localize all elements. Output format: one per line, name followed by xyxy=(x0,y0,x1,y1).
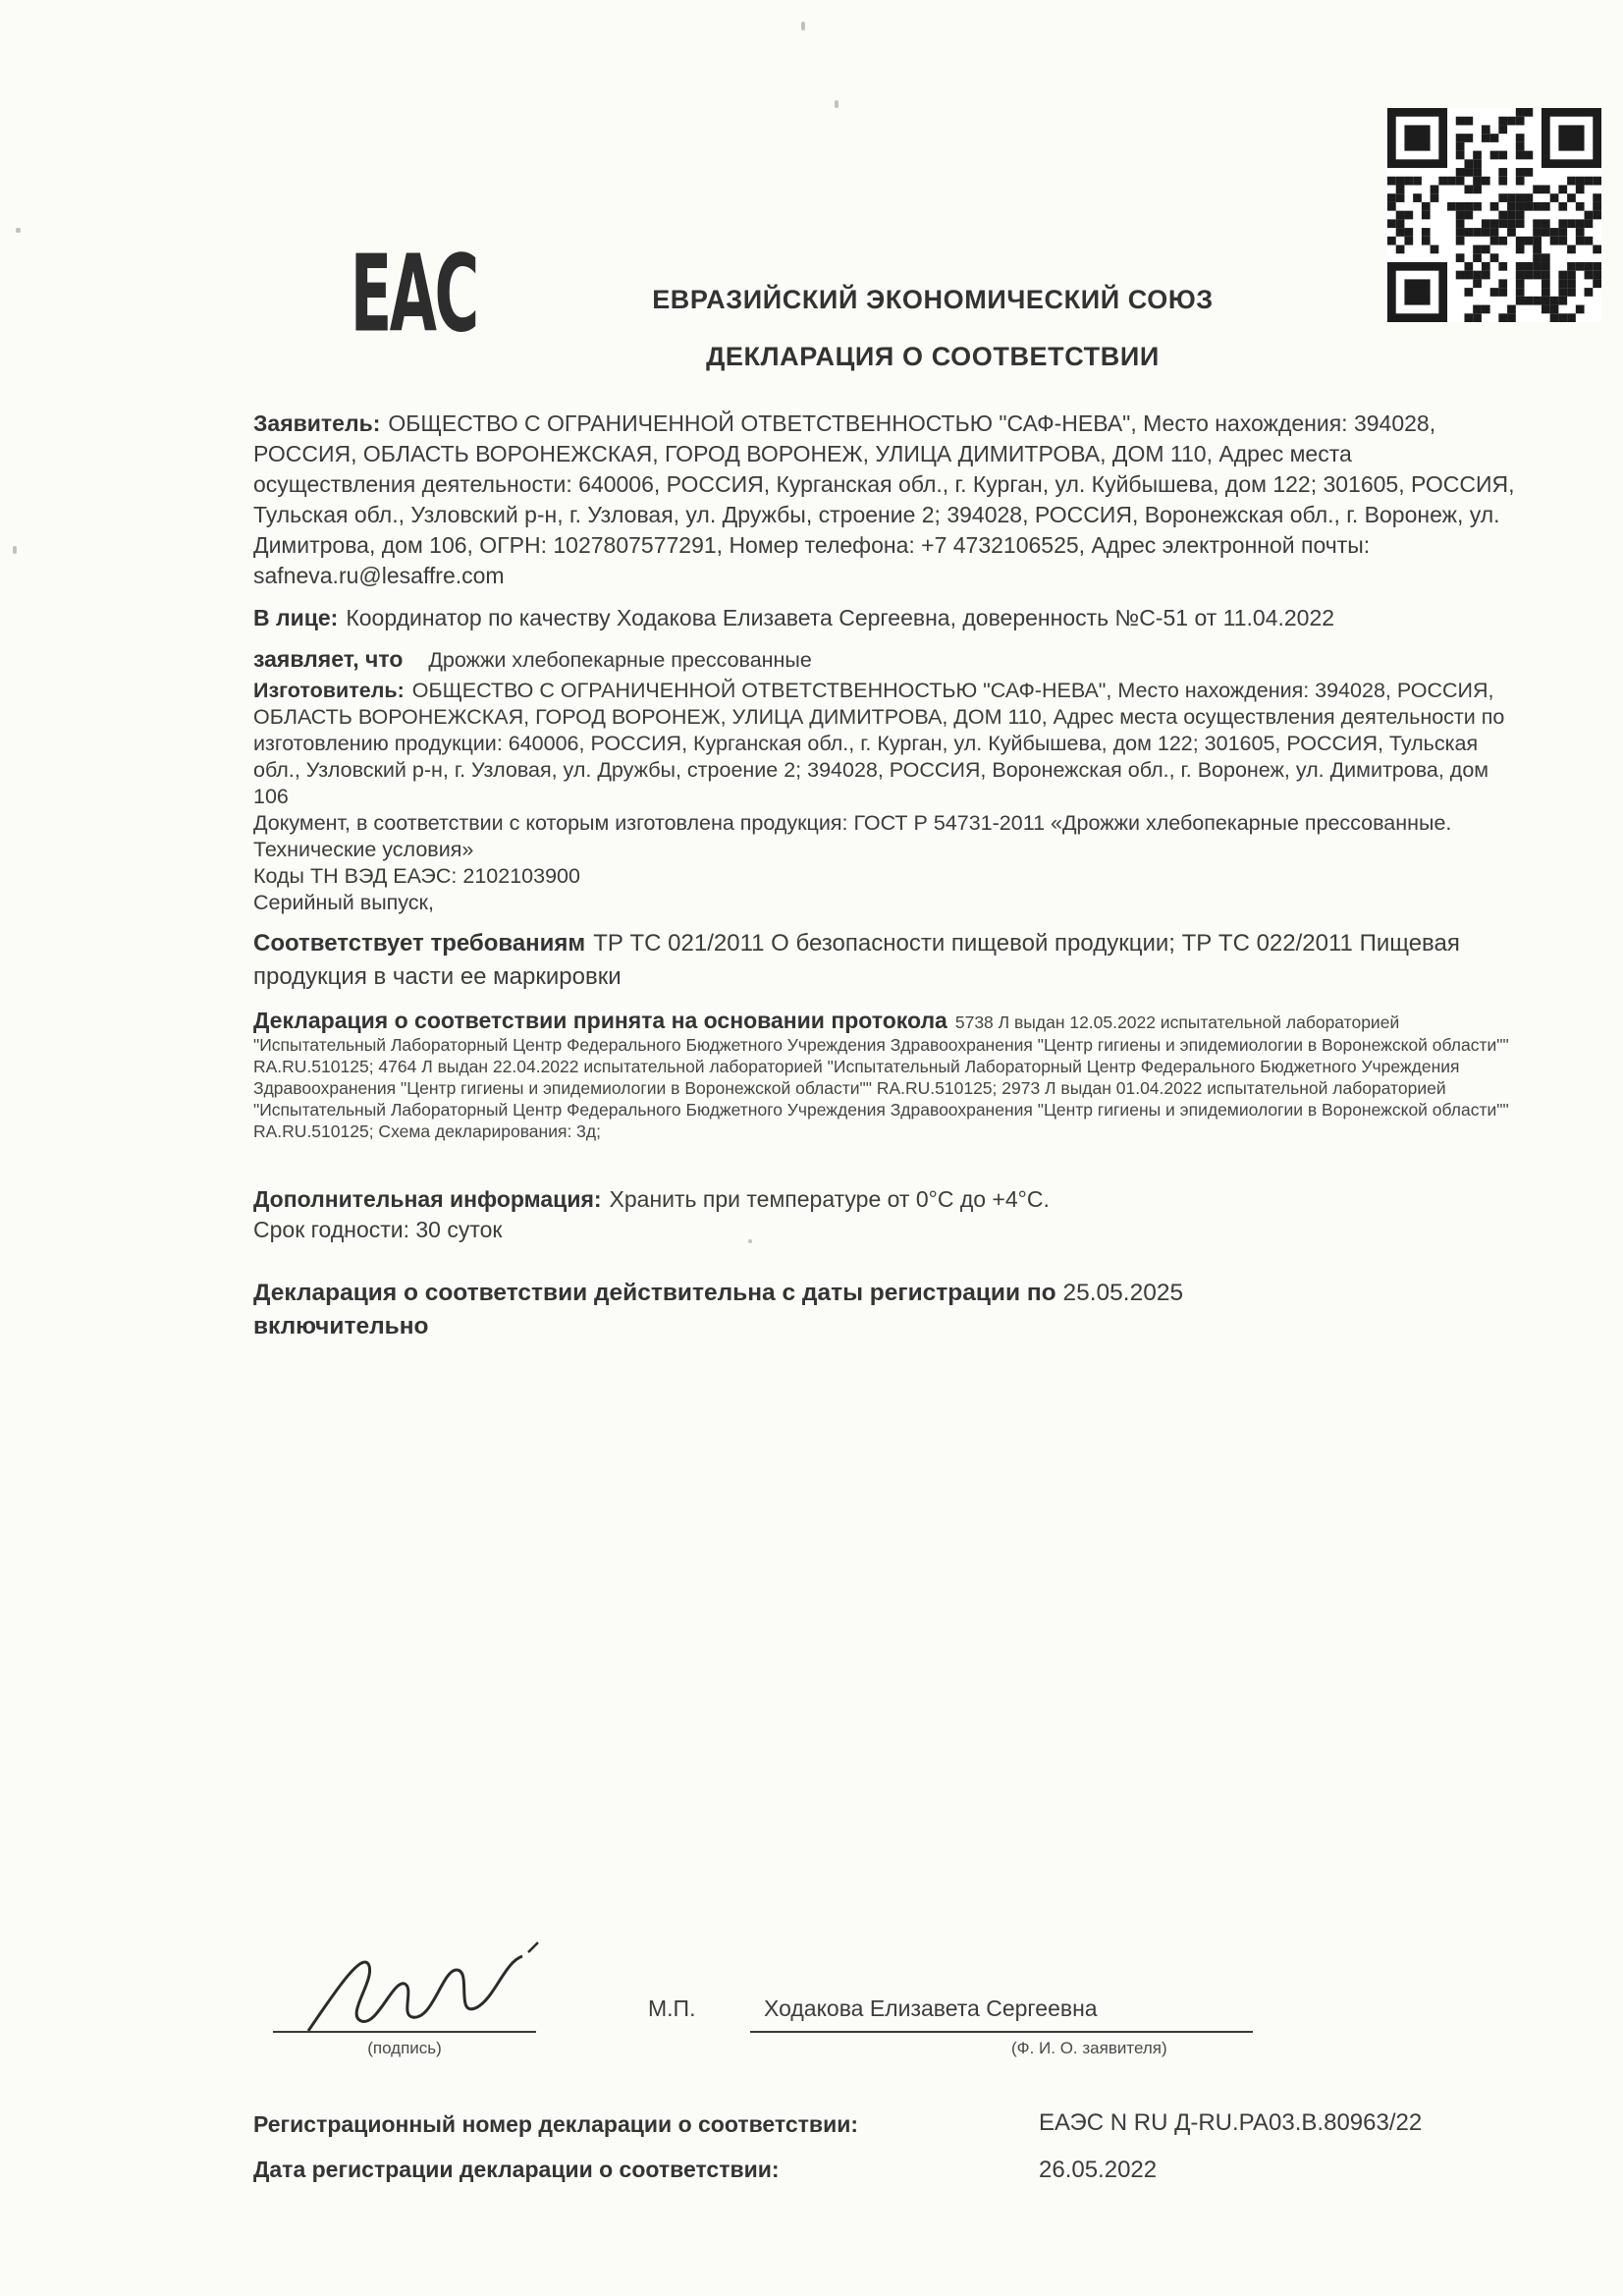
validity-date: 25.05.2025 xyxy=(1062,1280,1184,1306)
declares-label: заявляет, что xyxy=(253,646,404,672)
applicant-full-name: Ходакова Елизавета Сергеевна xyxy=(764,1995,1098,2021)
union-title: ЕВРАЗИЙСКИЙ ЭКОНОМИЧЕСКИЙ СОЮЗ xyxy=(652,285,1214,314)
manufacturer-section xyxy=(253,678,1518,916)
scan-speck xyxy=(344,1233,348,1237)
validity-label: Декларация о соответствии действительна с даты регистрации по xyxy=(253,1280,1056,1306)
basis-label: Декларация о соответствии принята на основании протокола xyxy=(253,1008,947,1033)
compliance-section xyxy=(253,927,1518,994)
shelf-life-line: Срок годности: 30 суток xyxy=(253,1217,503,1242)
tnved-code-line: Коды ТН ВЭД ЕАЭС: 2102103900 xyxy=(253,864,580,888)
qr-code xyxy=(1387,108,1601,322)
signature-caption: (подпись) xyxy=(367,2039,442,2057)
scan-speck xyxy=(16,228,21,233)
representative-text: Координатор по качеству Ходакова Елизавета Сергеевна, доверенность №С-51 от 11.04.2022 xyxy=(346,605,1335,630)
additional-info-line xyxy=(253,1184,1518,1215)
additional-info-label: Дополнительная информация: xyxy=(253,1186,602,1212)
registration-date-label: Дата регистрации декларации о соответствии: xyxy=(253,2157,780,2182)
name-caption: (Ф. И. О. заявителя) xyxy=(1011,2039,1167,2057)
handwritten-signature xyxy=(295,1933,589,2043)
applicant-label: Заявитель: xyxy=(253,410,381,436)
registration-number-value: ЕАЭС N RU Д-RU.РА03.В.80963/22 xyxy=(1039,2109,1423,2136)
eac-logo-text: ЕАС xyxy=(352,242,477,348)
basis-section xyxy=(253,1008,1518,1142)
registration-date-value: 26.05.2022 xyxy=(1039,2157,1158,2183)
name-line xyxy=(750,2031,1253,2033)
additional-info-text: Хранить при температуре от 0°С до +4°С. xyxy=(609,1186,1050,1212)
issue-type-line: Серийный выпуск, xyxy=(253,891,434,914)
scan-speck xyxy=(13,546,17,554)
representative-section xyxy=(253,603,1518,633)
eac-logo xyxy=(352,242,481,348)
signature-line xyxy=(273,2031,536,2033)
validity-suffix: включительно xyxy=(253,1313,429,1339)
declares-line xyxy=(253,644,1518,676)
scan-speck xyxy=(835,100,839,108)
manufacturer-text: ОБЩЕСТВО С ОГРАНИЧЕННОЙ ОТВЕТСТВЕННОСТЬЮ "САФ-НЕВА", Место нахождения: 394028, РОССИЯ, ОБЛАСТЬ ВОРОНЕЖСКАЯ, ГОРОД ВОРОНЕЖ, УЛИЦА ДИМИТРОВА, ДОМ 110, Адрес места осуществления деятельности по изготовлению продукции: 640006, РОССИЯ, Курганская обл., г. Курган, ул. Куйбышева, дом 122; 301605, РОССИЯ, Тульская обл., Узловский р-н, г. Узловая, ул. Дружбы, строение 2; 394028, РОССИЯ, Воронежская обл., г. Воронеж, ул. Димитрова, дом 106 xyxy=(253,679,1505,808)
scan-speck xyxy=(748,1239,752,1243)
additional-info-section xyxy=(253,1184,1518,1245)
representative-label: В лице: xyxy=(253,605,339,630)
applicant-text: ОБЩЕСТВО С ОГРАНИЧЕННОЙ ОТВЕТСТВЕННОСТЬЮ "САФ-НЕВА", Место нахождения: 394028, РОССИЯ, ОБЛАСТЬ ВОРОНЕЖСКАЯ, ГОРОД ВОРОНЕЖ, УЛИЦА ДИМИТРОВА, ДОМ 110, Адрес места осуществления деятельности: 640006, РОССИЯ, Курганская обл., г. Курган, ул. Куйбышева, дом 122; 301605, РОССИЯ, Тульская обл., Узловский р-н, г. Узловая, ул. Дружбы, строение 2; 394028, РОССИЯ, Воронежская обл., г. Воронеж, ул. Димитрова, дом 106, ОГРН: 1027807577291, Номер телефона: +7 4732106525, Адрес электронной почты: safneva.ru@lesaffre.com xyxy=(253,410,1515,588)
stamp-place-label: М.П. xyxy=(648,1995,696,2021)
product-name: Дрожжи хлебопекарные прессованные xyxy=(428,648,812,672)
compliance-text: ТР ТС 021/2011 О безопасности пищевой продукции; ТР ТС 022/2011 Пищевая продукция в части ее маркировки xyxy=(253,930,1460,990)
scan-speck xyxy=(801,22,805,30)
applicant-section xyxy=(253,409,1518,591)
manufacturer-paragraph xyxy=(253,678,1518,810)
document-title: ДЕКЛАРАЦИЯ О СООТВЕТСТВИИ xyxy=(706,342,1160,371)
compliance-label: Соответствует требованиям xyxy=(253,930,586,957)
gost-document-line: Документ, в соответствии с которым изготовлена продукция: ГОСТ Р 54731-2011 «Дрожжи хлебопекарные прессованные. Технические условия» xyxy=(253,811,1452,861)
registration-number-label: Регистрационный номер декларации о соответствии: xyxy=(253,2111,859,2137)
basis-text: 5738 Л выдан 12.05.2022 испытательной лабораторией "Испытательный Лабораторный Центр Федерального Бюджетного Учреждения Здравоохранения "Центр гигиены и эпидемиологии в Воронежской области"" RA.RU.510125; 4764 Л выдан 22.04.2022 испытательной лабораторией "Испытательный Лабораторный Центр Федерального Бюджетного Учреждения Здравоохранения "Центр гигиены и эпидемиологии в Воронежской области"" RA.RU.510125; 2973 Л выдан 01.04.2022 испытательной лабораторией "Испытательный Лабораторный Центр Федерального Бюджетного Учреждения Здравоохранения "Центр гигиены и эпидемиологии в Воронежской области"" RA.RU.510125; Схема декларирования: 3д; xyxy=(253,1012,1509,1141)
validity-section xyxy=(253,1277,1518,1343)
manufacturer-label: Изготовитель: xyxy=(253,679,405,702)
